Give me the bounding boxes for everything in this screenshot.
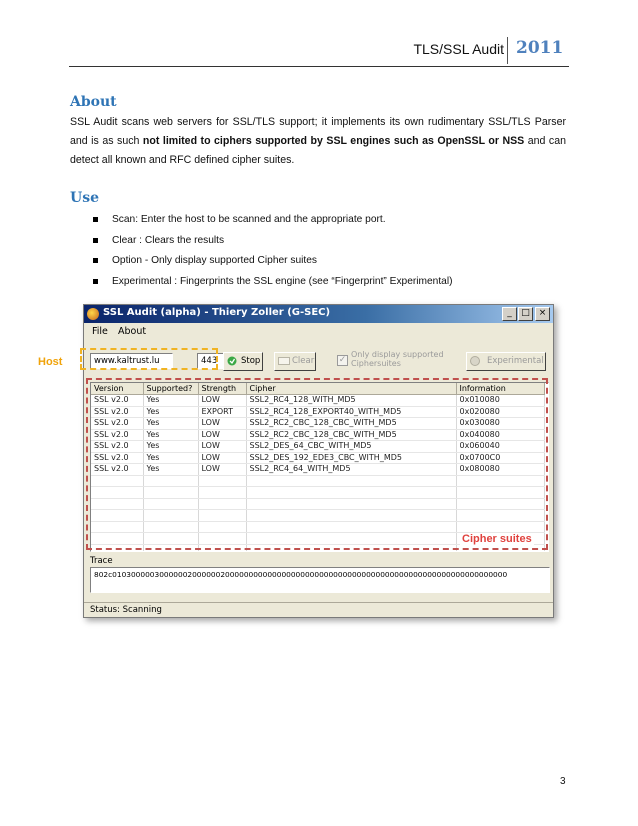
minimize-icon[interactable]: _ xyxy=(502,307,517,321)
list-item-text: Option - Only display supported Cipher suites xyxy=(112,255,317,266)
table-row[interactable]: SSL v2.0 Yes EXPORT SSL2_RC4_128_EXPORT40_WITH_MD5 0x020080 xyxy=(91,406,544,418)
clear-label: Clear xyxy=(292,356,315,366)
close-icon[interactable]: × xyxy=(535,307,550,321)
port-input[interactable]: 443 xyxy=(197,353,228,369)
column-header[interactable]: Information xyxy=(456,383,544,395)
list-item-text: Experimental : Fingerprints the SSL engine (see “Fingerprint” Experimental) xyxy=(112,275,453,287)
header-separator xyxy=(507,37,508,64)
page-number: 3 xyxy=(560,776,566,787)
header-rule xyxy=(69,66,569,67)
list-item xyxy=(90,251,453,272)
list-item xyxy=(90,210,453,231)
host-highlight-box xyxy=(80,348,218,370)
cipher-suites-highlight-box xyxy=(86,378,548,550)
stop-icon xyxy=(227,356,237,366)
list-item-text: Clear : Clears the results xyxy=(112,234,225,246)
table-row[interactable]: SSL v2.0 Yes LOW SSL2_RC4_64_WITH_MD5 0x080080 xyxy=(91,464,544,476)
stop-label: Stop xyxy=(241,356,261,366)
host-input[interactable]: www.kaltrust.lu xyxy=(90,353,173,369)
menubar xyxy=(84,324,553,340)
trace-output[interactable]: 802c010300000300000020000002000000000000000000000000000000000000000000000000000000000000 xyxy=(90,567,550,593)
experimental-button[interactable] xyxy=(466,352,546,371)
status-text: Status: Scanning xyxy=(90,605,162,615)
table-row[interactable]: SSL v2.0 Yes LOW SSL2_RC2_CBC_128_CBC_WITH_MD5 0x030080 xyxy=(91,418,544,430)
column-header[interactable]: Strength xyxy=(198,383,246,395)
list-item xyxy=(90,272,453,293)
header-year: 2011 xyxy=(516,38,564,58)
list-item xyxy=(90,231,453,252)
use-heading: Use xyxy=(70,190,99,206)
about-text-start: SSL Audit scans web servers for SSL/TLS support; it implements its own rudimentary SSL/TLS Parser and is as such xyxy=(70,116,566,147)
experimental-label: Experimental xyxy=(487,356,544,366)
about-text-end: and can detect all known and RFC defined cipher suites. xyxy=(70,135,566,166)
cipher-suites-annotation: Cipher suites xyxy=(462,533,532,545)
maximize-icon[interactable]: □ xyxy=(518,307,533,321)
window-title: SSL Audit (alpha) - Thiery Zoller (G-SEC) xyxy=(103,307,331,318)
clear-button[interactable] xyxy=(274,352,316,371)
menu-about[interactable]: About xyxy=(118,326,147,337)
status-bar xyxy=(84,602,553,618)
bullet-icon xyxy=(93,238,98,243)
bullet-icon xyxy=(93,258,98,263)
about-paragraph xyxy=(70,113,566,170)
bullet-icon xyxy=(93,279,98,284)
about-heading: About xyxy=(70,94,117,110)
clear-icon xyxy=(278,356,288,366)
column-header[interactable]: Cipher xyxy=(246,383,456,395)
use-list xyxy=(90,210,453,292)
menu-file[interactable]: File xyxy=(92,326,108,337)
app-icon xyxy=(87,308,99,320)
host-annotation: Host xyxy=(38,356,63,368)
column-header[interactable]: Version xyxy=(91,383,143,395)
about-text-bold: not limited to ciphers supported by SSL engines such as OpenSSL or NSS xyxy=(142,135,525,147)
column-header[interactable]: Supported? xyxy=(143,383,198,395)
bullet-icon xyxy=(93,217,98,222)
experimental-icon xyxy=(470,356,480,366)
stop-button[interactable] xyxy=(223,352,263,371)
table-row[interactable]: SSL v2.0 Yes LOW SSL2_DES_192_EDE3_CBC_WITH_MD5 0x0700C0 xyxy=(91,452,544,464)
header-title: TLS/SSL Audit xyxy=(413,41,504,57)
table-row[interactable]: SSL v2.0 Yes LOW SSL2_RC4_128_WITH_MD5 0x010080 xyxy=(91,395,544,407)
trace-label: Trace xyxy=(90,556,113,566)
only-supported-label: Only display supported Ciphersuites xyxy=(351,350,444,368)
page-header xyxy=(0,37,638,67)
only-supported-checkbox[interactable]: ✓ xyxy=(338,355,347,365)
window-titlebar xyxy=(84,305,553,323)
table-row[interactable]: SSL v2.0 Yes LOW SSL2_RC2_CBC_128_CBC_WITH_MD5 0x040080 xyxy=(91,429,544,441)
list-item-text: Scan: Enter the host to be scanned and the appropriate port. xyxy=(112,214,386,225)
table-row[interactable]: SSL v2.0 Yes LOW SSL2_DES_64_CBC_WITH_MD5 0x060040 xyxy=(91,441,544,453)
